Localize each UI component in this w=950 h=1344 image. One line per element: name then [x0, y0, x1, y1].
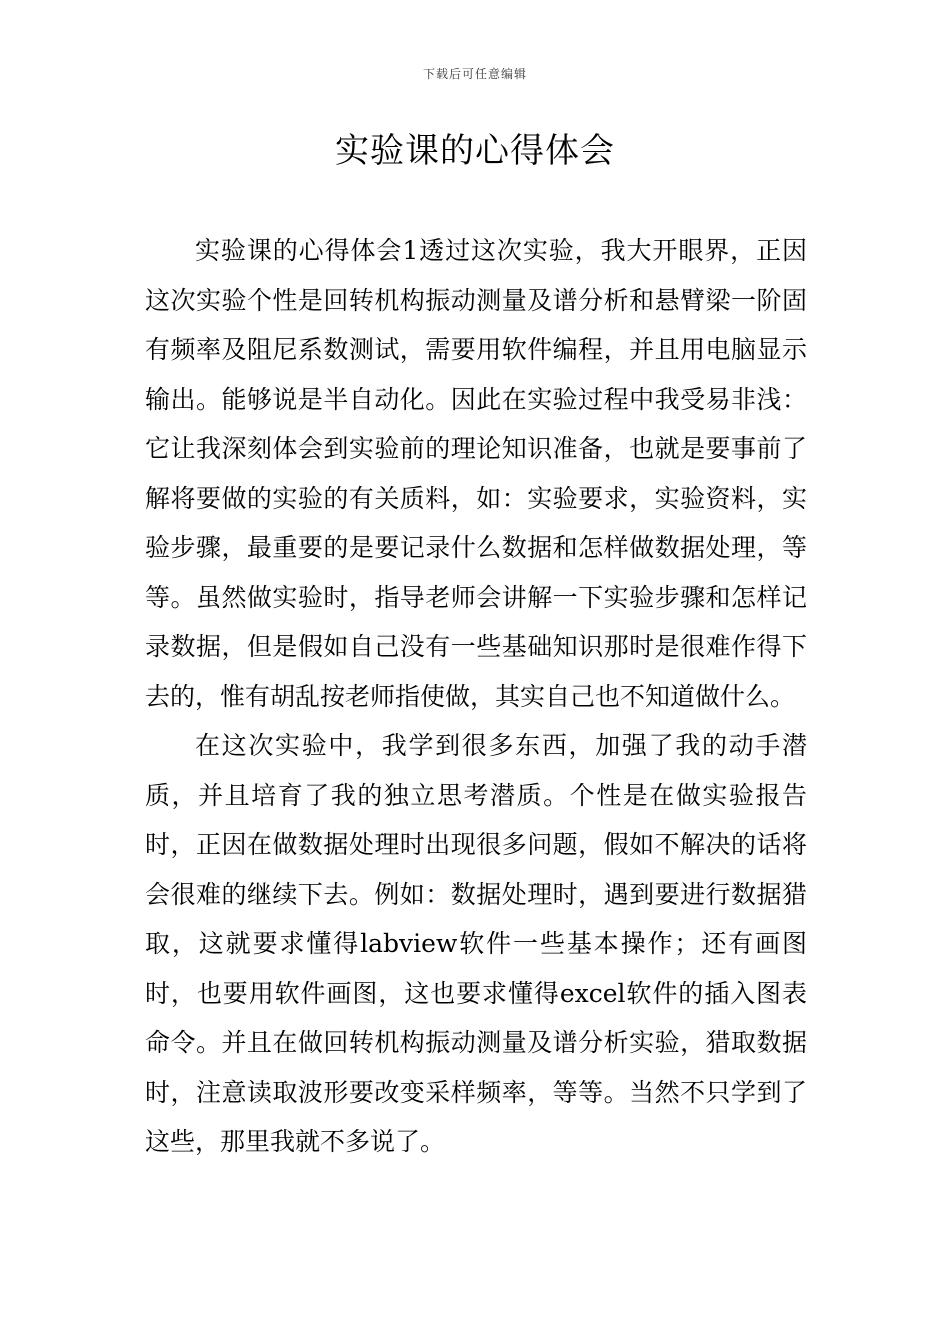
document-title: 实验课的心得体会	[335, 131, 615, 171]
paragraph-2: 在这次实验中，我学到很多东西，加强了我的动手潜质，并且培育了我的独立思考潜质。个性是在做实验报告时，正因在做数据处理时出现很多问题，假如不解决的话将会很难的继续下去。例如：数据处理时，遇到要进行数据猎取，这就要求懂得labview软件一些基本操作；还有画图时，也要用软件画图，这也要求懂得excel软件的插入图表命令。并且在做回转机构振动测量及谱分析实验，猎取数据时，注意读取波形要改变采样频率，等等。当然不只学到了这些，那里我就不多说了。	[145, 731, 807, 1156]
page-header-note: 下载后可任意编辑	[422, 67, 527, 81]
document-body	[145, 226, 807, 1167]
paragraph-1: 实验课的心得体会1透过这次实验，我大开眼界，正因这次实验个性是回转机构振动测量及谱分析和悬臂梁一阶固有频率及阻尼系数测试，需要用软件编程，并且用电脑显示输出。能够说是半自动化。因此在实验过程中我受易非浅：它让我深刻体会到实验前的理论知识准备，也就是要事前了解将要做的实验的有关质料，如：实验要求，实验资料，实验步骤，最重要的是要记录什么数据和怎样做数据处理，等等。虽然做实验时，指导老师会讲解一下实验步骤和怎样记录数据，但是假如自己没有一些基础知识那时是很难作得下去的，惟有胡乱按老师指使做，其实自己也不知道做什么。	[145, 236, 807, 711]
